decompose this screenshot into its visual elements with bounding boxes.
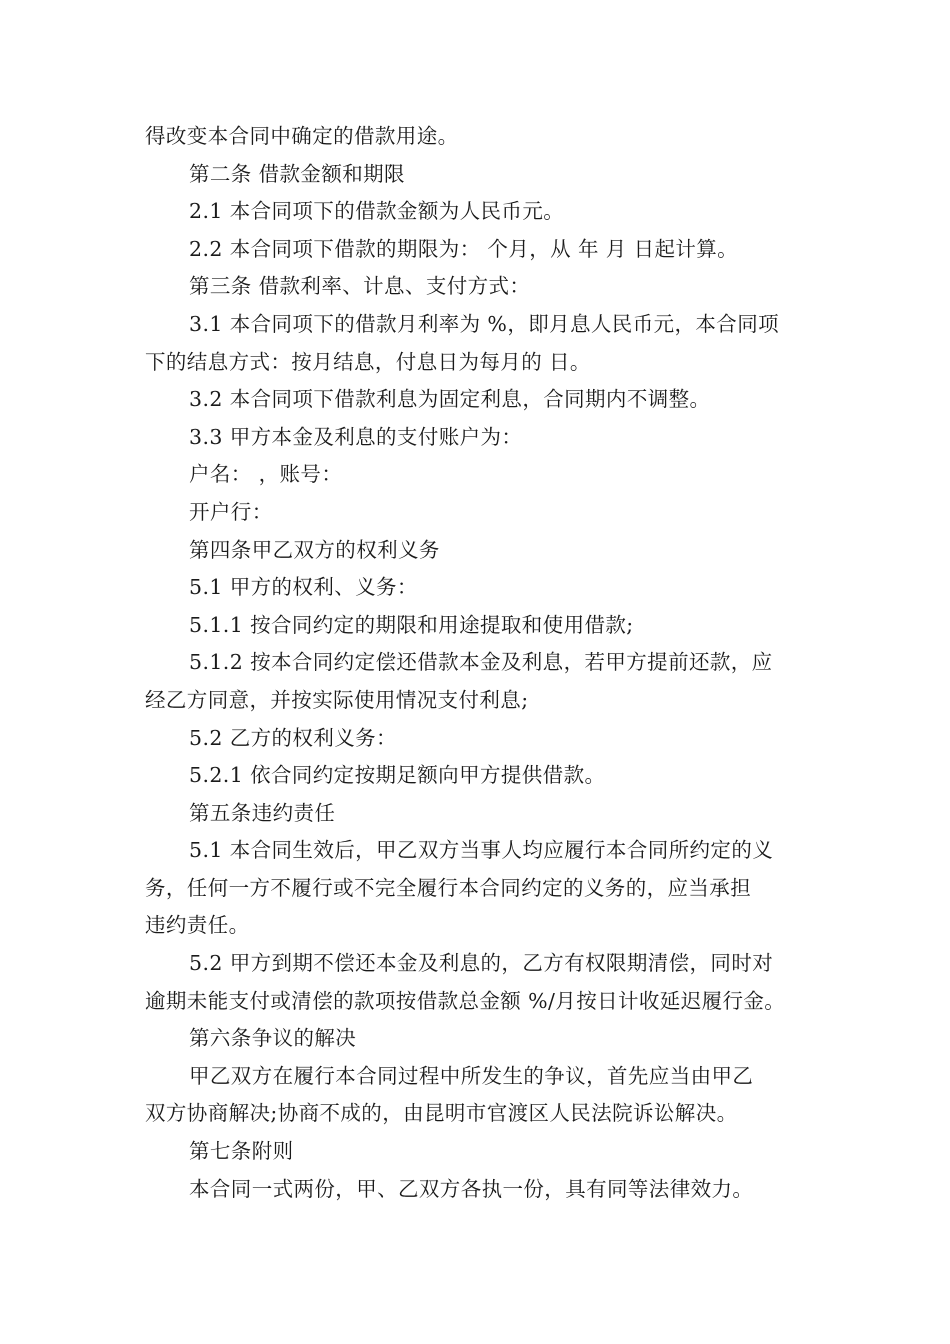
clause-line: 甲乙双方在履行本合同过程中所发生的争议，首先应当由甲乙 [189, 1063, 754, 1088]
clause-line: 本合同一式两份，甲、乙双方各执一份，具有同等法律效力。 [189, 1176, 754, 1201]
text-line: 违约责任。 [145, 913, 250, 938]
clause-line: 3.1 本合同项下的借款月利率为 %，即月息人民币元，本合同项 [189, 311, 780, 336]
clause-line: 2.2 本合同项下借款的期限为： 个月，从 年 月 日起计算。 [189, 236, 739, 261]
text-line: 经乙方同意，并按实际使用情况支付利息; [145, 687, 529, 712]
clause-line: 5.2.1 依合同约定按期足额向甲方提供借款。 [189, 763, 606, 788]
section-heading: 第五条违约责任 [189, 800, 336, 825]
bank-line: 开户行： [189, 499, 273, 524]
text-line: 逾期未能支付或清偿的款项按借款总金额 %/月按日计收延迟履行金。 [145, 988, 786, 1013]
clause-line: 5.1.1 按合同约定的期限和用途提取和使用借款; [189, 612, 634, 637]
account-name-line: 户名： ，账号： [189, 462, 343, 487]
text-line: 务，任何一方不履行或不完全履行本合同约定的义务的，应当承担 [145, 875, 752, 900]
clause-line: 2.1 本合同项下的借款金额为人民币元。 [189, 199, 565, 224]
clause-line: 5.2 甲方到期不偿还本金及利息的，乙方有权限期清偿，同时对 [189, 951, 774, 976]
clause-line: 5.2 乙方的权利义务： [189, 725, 397, 750]
contract-text [145, 118, 810, 1208]
section-heading: 第二条 借款金额和期限 [189, 161, 405, 186]
text-line: 下的结息方式：按月结息，付息日为每月的 日。 [145, 349, 591, 374]
text-line: 得改变本合同中确定的借款用途。 [145, 124, 459, 148]
section-heading: 第三条 借款利率、计息、支付方式： [189, 274, 531, 299]
section-heading: 第七条附则 [189, 1139, 294, 1164]
section-heading: 第四条甲乙双方的权利义务 [189, 537, 440, 562]
clause-line: 5.1 甲方的权利、义务： [189, 575, 418, 600]
text-line: 双方协商解决;协商不成的，由昆明市官渡区人民法院诉讼解决。 [145, 1101, 738, 1126]
section-heading: 第六条争议的解决 [189, 1026, 357, 1051]
clause-line: 5.1.2 按本合同约定偿还借款本金及利息，若甲方提前还款，应 [189, 650, 773, 675]
clause-line: 3.3 甲方本金及利息的支付账户为： [189, 424, 523, 449]
clause-line: 3.2 本合同项下借款利息为固定利息，合同期内不调整。 [189, 387, 711, 412]
clause-line: 5.1 本合同生效后，甲乙双方当事人均应履行本合同所约定的义 [189, 838, 774, 863]
